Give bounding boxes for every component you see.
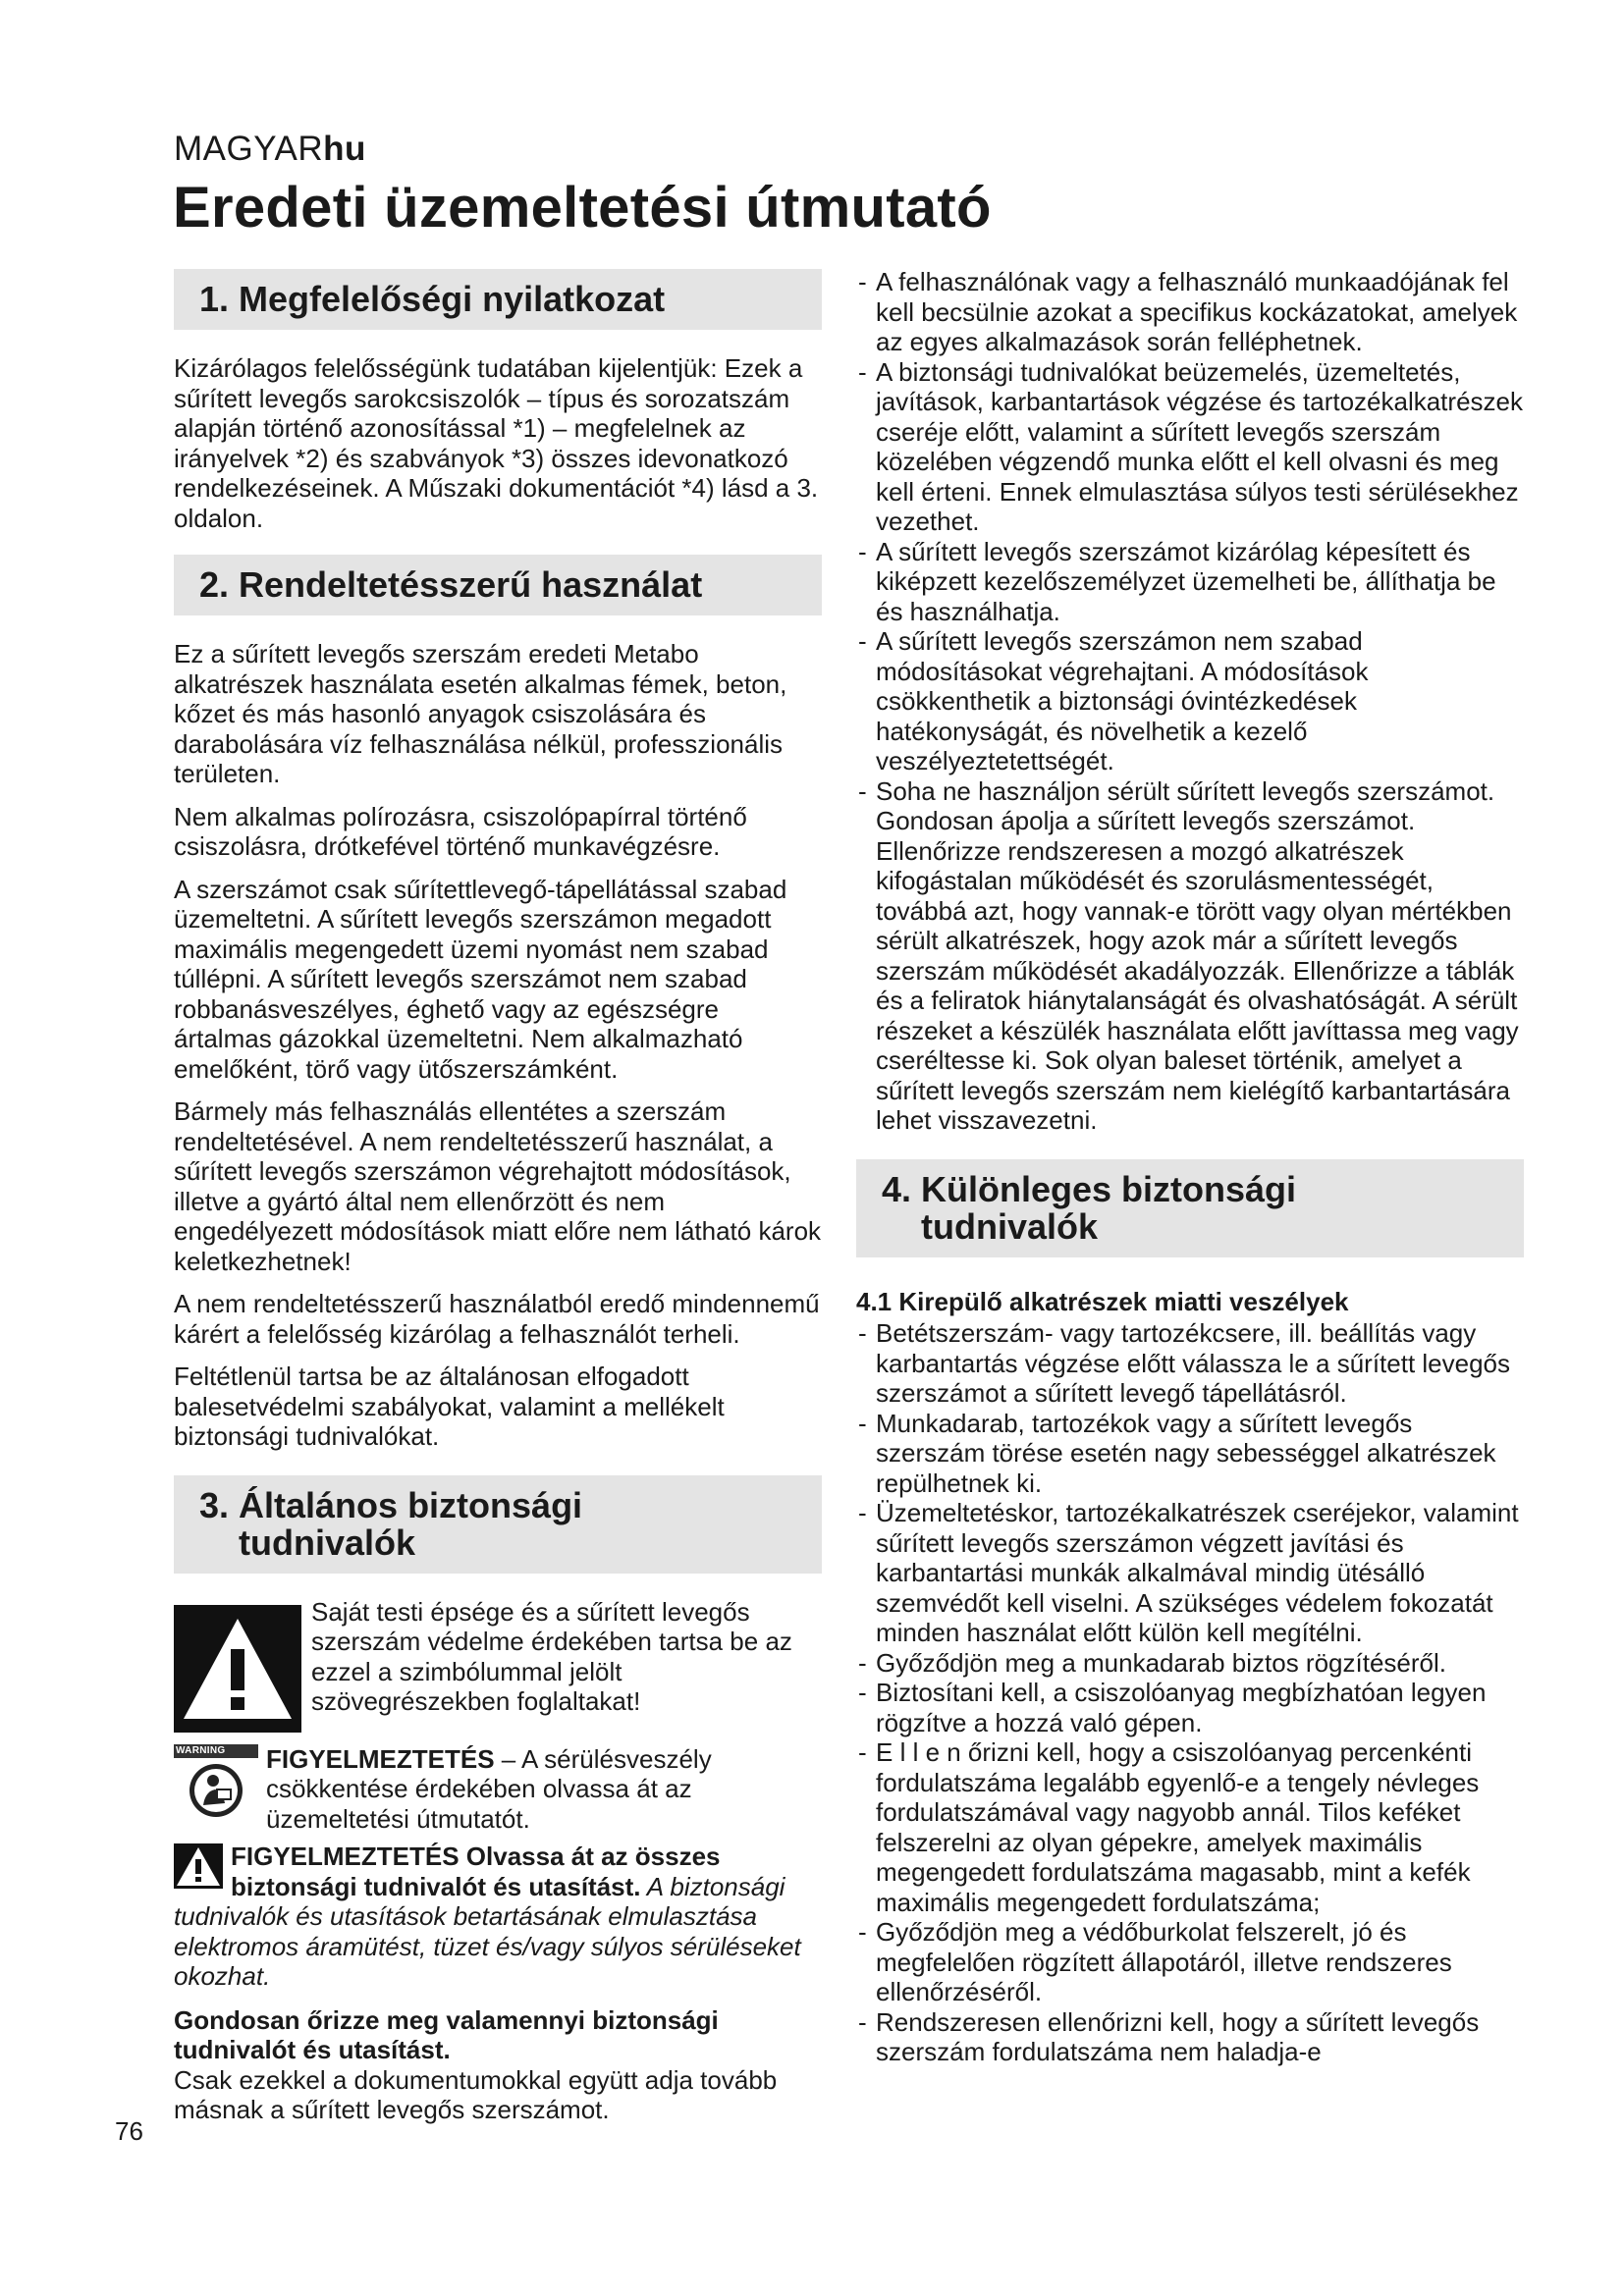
list-item: - Soha ne használjon sérült sűrített levegős szerszámot. Gondosan ápolja a sűrített levegős szerszámot. Ellenőrizze rendszeresen a mozgó alkatrészek kifogástalan működését és szorulásmentességét, továbbá azt, hogy vannak-e törött vagy olyan mértékben sérült alkatrészek, hogy azok már a sűrített levegős szerszám működését akadályozzák. Ellenőrizze a táblák és a feliratok hiánytalanságát és olvashatóságát. A sérült részeket a készülék használata előtt javíttassa meg vagy cseréltesse ki. Sok olyan baleset történik, amelyet a sűrített levegős szerszám nem kielégítő karbantartására lehet visszavezetni. [856,776,1524,1136]
safety-symbol-block [174,1597,822,1733]
flying-parts-list [856,1318,1524,2067]
read-manual-warning-icon [174,1744,258,1826]
warning-2-block [174,1842,822,1992]
section-2-paragraph: Feltétlenül tartsa be az általánosan elfogadott balesetvédelmi szabályokat, valamint a mellékelt biztonsági tudnivalókat. [174,1362,725,1451]
warning-2-body: A biztonsági tudnivalók és utasítások betartásának elmulasztása elektromos áramütést, tüzet és/vagy súlyos sérüléseket okozhat. [174,1871,801,1991]
section-2-paragraph: Bármely más felhasználás ellentétes a szerszám rendeltetésével. A nem rendeltetésszerű használat, a sűrített levegős szerszámon végrehajtott módosítások, illetve a gyártó által nem ellenőrzött és nem engedélyezett módosítások miatt előre nem látható károk keletkezhetnek! [174,1096,822,1276]
page-title: Eredeti üzemeltetési útmutató [173,176,992,240]
section-4-heading-line2: tudnivalók [921,1205,1099,1247]
section-4-heading [856,1159,1524,1257]
list-item: - Munkadarab, tartozékok vagy a sűrített levegős szerszám törése esetén nagy sebességgel alkatrészek repülhetnek ki. [856,1409,1524,1499]
section-4-heading-line1: 4. Különleges biztonsági [882,1168,1297,1209]
list-item: - A sűrített levegős szerszámot kizárólag képesített és kiképzett kezelőszemélyzet üzemelheti be, állíthatja be és használhatja. [856,537,1524,627]
right-column [856,267,1524,2081]
list-item: - Betétszerszám- vagy tartozékcsere, ill. beállítás vagy karbantartás végzése előtt válassza le a sűrített levegős szerszámot a sűrített levegő tápellátásról. [856,1318,1524,1409]
list-item: - Győződjön meg a védőburkolat felszerelt, jó és megfelelően rögzített állapotáról, illetve rendszeres ellenőrzéséről. [856,1917,1524,2007]
warning-2-label: FIGYELMEZTETÉS Olvassa át az összes biztonsági tudnivalót és utasítást. [231,1842,721,1901]
warning-tag [174,1744,258,1758]
section-2-paragraph: A nem rendeltetésszerű használatból eredő mindennemű kárért a felelősség kizárólag a felhasználót terheli. [174,1289,820,1349]
list-item: - A sűrített levegős szerszámon nem szabad módosításokat végrehajtani. A módosítások csökkenthetik a biztonsági óvintézkedések hatékonyságát, és növelhetik a kezelő veszélyeztetettségét. [856,626,1524,776]
list-item: - A biztonsági tudnivalókat beüzemelés, üzemeltetés, javítások, karbantartások végzése és tartozékalkatrészek cseréje előtt, valamint a sűrített levegős szerszám közelében végzendő munka előtt el kell olvasni és meg kell érteni. Ennek elmulasztása súlyos testi sérülésekhez vezethet. [856,357,1524,537]
section-2-heading: 2. Rendeltetésszerű használat [174,555,822,615]
warning-1-text [266,1744,822,1835]
warning-tag-text: WARNING [176,1744,226,1756]
section-2-paragraph: Nem alkalmas polírozásra, csiszolópapírral történő csiszolásra, drótkefével történő munkavégzésre. [174,801,747,861]
keep-instructions-heading: Gondosan őrizze meg valamennyi biztonsági tudnivalót és utasítást. [174,2004,719,2064]
list-item: - Rendszeresen ellenőrizni kell, hogy a sűrített levegős szerszám fordulatszáma nem haladja-e [856,2007,1524,2067]
read-manual-icon [188,1762,244,1819]
language-header [174,130,366,169]
left-column [174,263,822,2125]
warning-1-body: – A sérülésveszély csökkentése érdekében olvassa át az üzemeltetési útmutatót. [266,1743,712,1834]
section-1-heading: 1. Megfelelőségi nyilatkozat [174,269,822,330]
safety-symbol-text: Saját testi épsége és a sűrített levegős szerszám védelme érdekében tartsa be az ezzel a szimbólummal jelölt szövegrészekben foglaltakat! [311,1596,792,1716]
section-2-paragraph: A szerszámot csak sűrítettlevegő-tápellátással szabad üzemeltetni. A sűrített levegős szerszámon megadott maximális megengedett üzemi nyomást nem szabad túllépni. A sűrített levegős szerszámot nem szabad robbanásveszélyes, éghető vagy az egészségre ártalmas gázokkal üzemeltetni. Nem alkalmazható emelőként, törő vagy ütőszerszámként. [174,874,787,1084]
page-number: 76 [115,2116,143,2146]
section-3-heading-line2: tudnivalók [239,1522,416,1563]
subsection-4-1-heading: 4.1 Kirepülő alkatrészek miatti veszélyek [856,1286,1349,1316]
section-3-heading [174,1475,822,1574]
warning-triangle-icon [174,1605,301,1733]
warning-read-manual [174,1744,822,1835]
section-1-text: Kizárólagos felelősségünk tudatában kijelentjük: Ezek a sűrített levegős sarokcsiszolók – típus és sorozatszám alapján történő azonosítással *1) – megfelelnek az irányelvek *2) és szabványok *3) összes idevonatkozó rendelkezéseinek. A Műszaki dokumentációt *4) lásd a 3. oldalon. [174,353,819,533]
list-item: - Győződjön meg a munkadarab biztos rögzítéséről. [856,1648,1524,1679]
language-label: MAGYAR [174,130,324,168]
list-item: - A felhasználónak vagy a felhasználó munkaadójának fel kell becsülnie azokat a specifikus kockázatokat, amelyek az egyes alkalmazások során felléphetnek. [856,267,1524,357]
warning-small-triangle-icon [174,1843,223,1889]
list-item: - Üzemeltetéskor, tartozékalkatrészek cseréjekor, valamint sűrített levegős szerszámon végzett javítási és karbantartási munkák alkalmával mindig ütésálló szemvédőt kell viselni. A szükséges védelem fokozatát minden használat előtt külön kell megítélni. [856,1498,1524,1648]
section-3-heading-line1: 3. Általános biztonsági [199,1484,583,1525]
warning-1-label: FIGYELMEZTETÉS [266,1743,495,1774]
keep-instructions-text: Csak ezekkel a dokumentumokkal együtt adja tovább másnak a sűrített levegős szerszámot. [174,2064,778,2124]
section-2-paragraph: Ez a sűrített levegős szerszám eredeti Metabo alkatrészek használata esetén alkalmas fémek, beton, kőzet és más hasonló anyagok csiszolására és darabolására víz felhasználása nélkül, professzionális területen. [174,639,787,788]
general-safety-list [856,267,1524,1136]
language-code: hu [323,130,366,168]
list-item: - E l l e n őrizni kell, hogy a csiszolóanyag percenkénti fordulatszáma legalább egyenlő-e a tengely névleges fordulatszámával vagy nagyobb annál. Tilos keféket felszerelni az olyan gépekre, amelyek maximális megengedett fordulatszáma magasabb, mint a kefék maximális megengedett fordulatszáma; [856,1737,1524,1917]
list-item: - Biztosítani kell, a csiszolóanyag megbízhatóan legyen rögzítve a hozzá való gépen. [856,1678,1524,1737]
